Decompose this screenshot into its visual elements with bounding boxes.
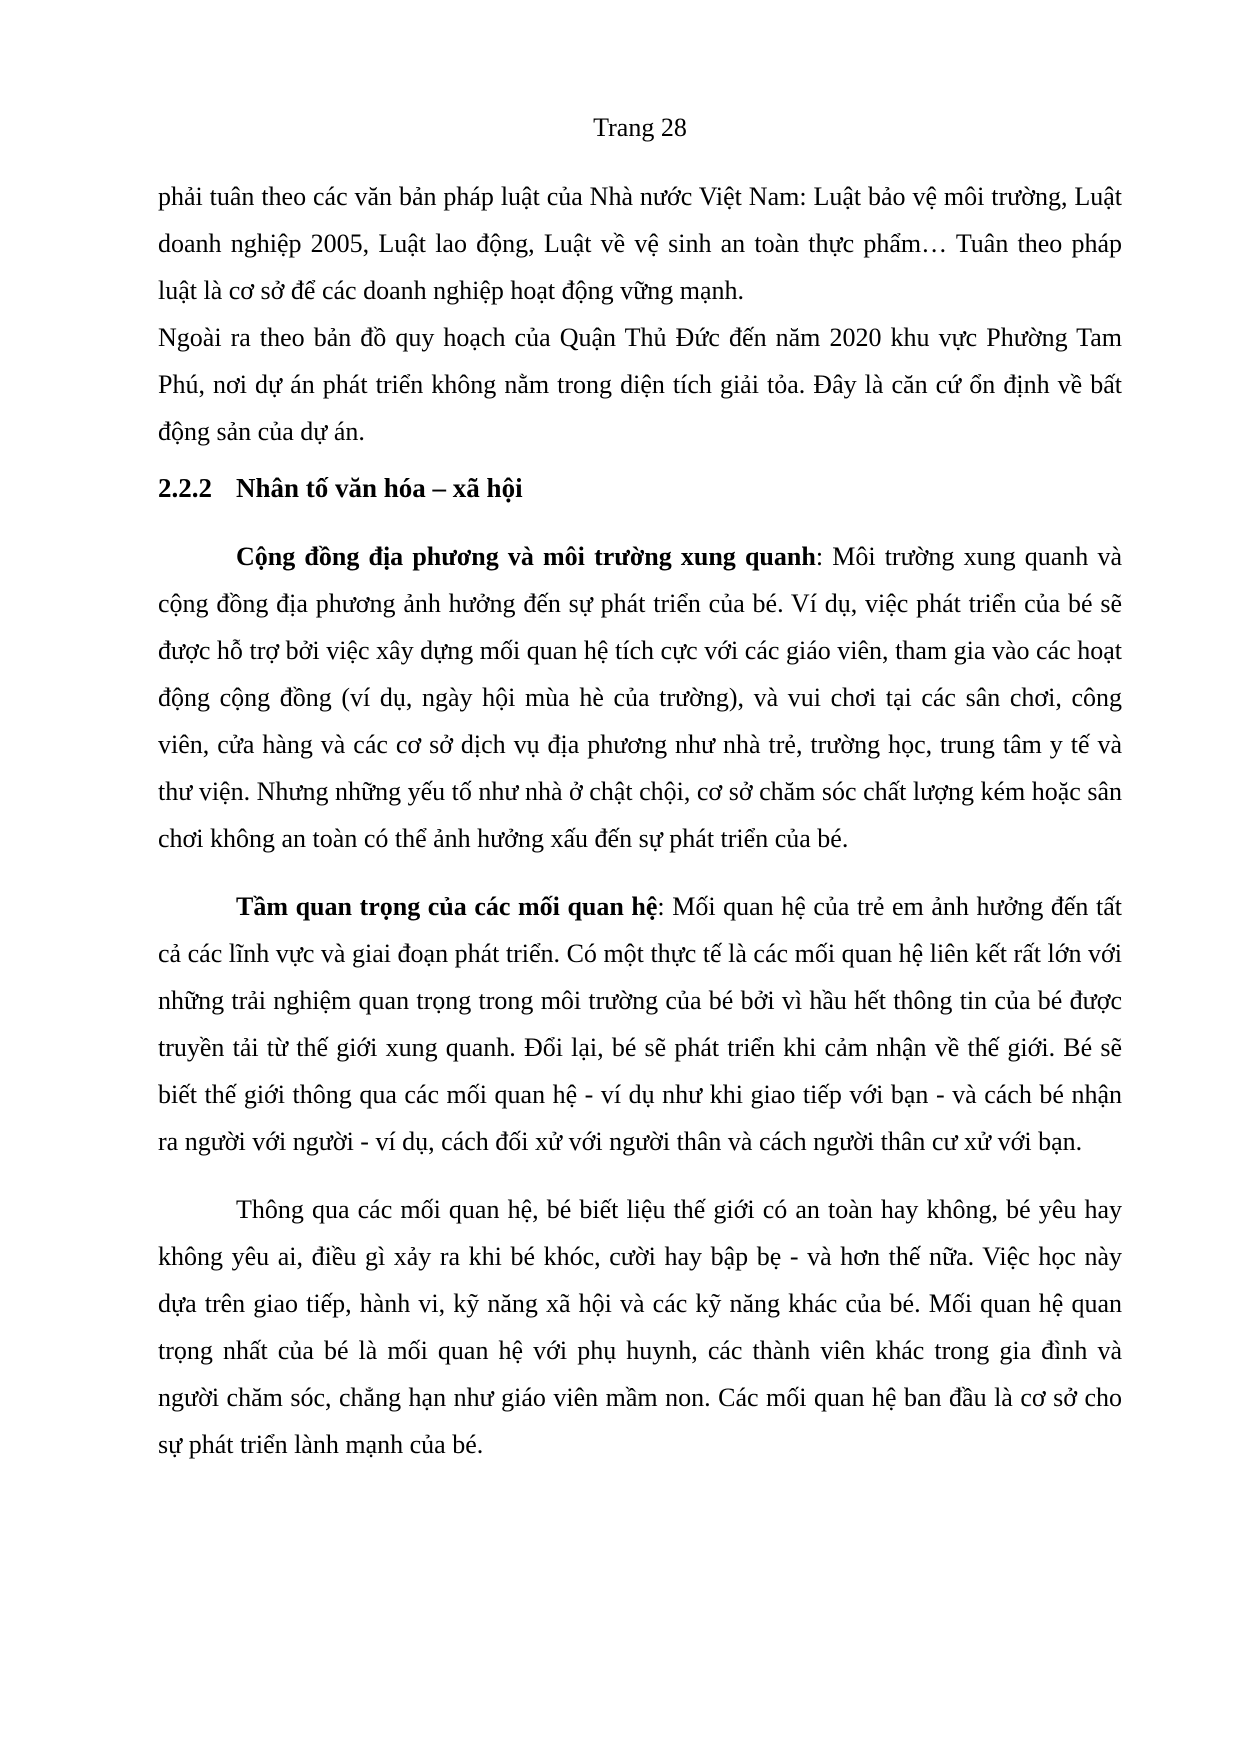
paragraph-community [158,533,1122,862]
paragraph-through-relationships: Thông qua các mối quan hệ, bé biết liệu thế giới có an toàn hay không, bé yêu hay không yêu ai, điều gì xảy ra khi bé khóc, cười hay bập bẹ - và hơn thế nữa. Việc học này dựa trên giao tiếp, hành vi, kỹ năng xã hội và các kỹ năng khác của bé. Mối quan hệ quan trọng nhất của bé là mối quan hệ với phụ huynh, các thành viên khác trong gia đình và người chăm sóc, chẳng hạn như giáo viên mầm non. Các mối quan hệ ban đầu là cơ sở cho sự phát triển lành mạnh của bé. [158,1195,1122,1459]
paragraph-relationships-lead: Tầm quan trọng của các mối quan hệ [236,892,658,921]
page-number: Trang 28 [593,113,687,142]
paragraph-community-lead: Cộng đồng địa phương và môi trường xung quanh [236,542,816,571]
section-number: 2.2.2 [158,473,212,503]
paragraph-planning: Ngoài ra theo bản đồ quy hoạch của Quận Thủ Đức đến năm 2020 khu vực Phường Tam Phú, nơi dự án phát triển không nằm trong diện tích giải tỏa. Đây là căn cứ ổn định về bất động sản của dự án. [158,323,1122,446]
paragraph-relationships [158,883,1122,1165]
paragraph-community-text: : Môi trường xung quanh và cộng đồng địa phương ảnh hưởng đến sự phát triển của bé. Ví dụ, việc phát triển của bé sẽ được hỗ trợ bởi việc xây dựng mối quan hệ tích cực với các giáo viên, tham gia vào các hoạt động cộng đồng (ví dụ, ngày hội mùa hè của trường), và vui chơi tại các sân chơi, công viên, cửa hàng và các cơ sở dịch vụ địa phương như nhà trẻ, trường học, trung tâm y tế và thư viện. Nhưng những yếu tố như nhà ở chật chội, cơ sở chăm sóc chất lượng kém hoặc sân chơi không an toàn có thể ảnh hưởng xấu đến sự phát triển của bé. [158,542,1122,853]
section-title: Nhân tố văn hóa – xã hội [236,473,523,503]
section-heading [158,465,1122,512]
paragraph-law: phải tuân theo các văn bản pháp luật của Nhà nước Việt Nam: Luật bảo vệ môi trường, Luật doanh nghiệp 2005, Luật lao động, Luật về vệ sinh an toàn thực phẩm… Tuân theo pháp luật là cơ sở để các doanh nghiệp hoạt động vững mạnh. [158,182,1122,305]
paragraph-relationships-text: : Mối quan hệ của trẻ em ảnh hưởng đến tất cả các lĩnh vực và giai đoạn phát triển. Có một thực tế là các mối quan hệ liên kết rất lớn với những trải nghiệm quan trọng trong môi trường của bé bởi vì hầu hết thông tin của bé được truyền tải từ thế giới xung quanh. Đổi lại, bé sẽ phát triển khi cảm nhận về thế giới. Bé sẽ biết thế giới thông qua các mối quan hệ - ví dụ như khi giao tiếp với bạn - và cách bé nhận ra người với người - ví dụ, cách đối xử với người thân và cách người thân cư xử với bạn. [158,892,1122,1156]
